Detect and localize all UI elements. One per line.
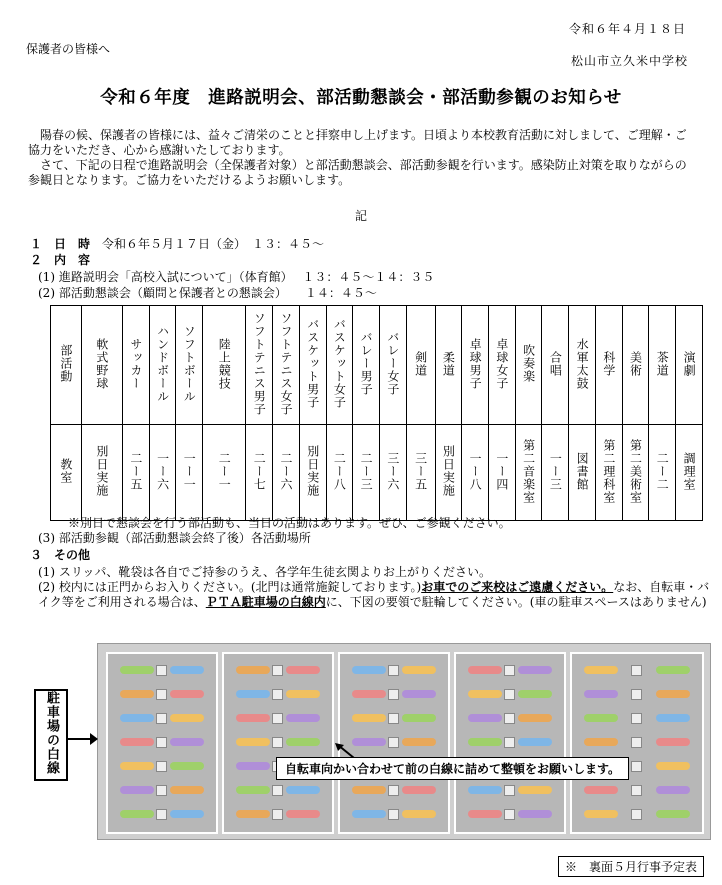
bicycle-icon <box>468 786 502 794</box>
post-icon <box>156 665 167 676</box>
club-room: 二ー六 <box>273 425 300 521</box>
post-icon <box>631 761 642 772</box>
bicycle-icon <box>352 666 386 674</box>
bicycle-icon <box>352 690 386 698</box>
intro-text <box>28 128 696 188</box>
bicycle-icon <box>286 714 320 722</box>
bike-row <box>116 714 208 724</box>
club-room: 二ー八 <box>326 425 353 521</box>
bicycle-icon <box>656 738 690 746</box>
bicycle-icon <box>584 738 618 746</box>
bicycle-icon <box>518 714 552 722</box>
bicycle-icon <box>120 690 154 698</box>
bike-row <box>232 690 324 700</box>
bicycle-icon <box>120 738 154 746</box>
club-name-row <box>51 306 703 425</box>
post-icon <box>504 665 515 676</box>
bicycle-icon <box>236 786 270 794</box>
ki-heading: 記 <box>354 209 367 223</box>
bicycle-icon <box>170 810 204 818</box>
datetime-value: 令和６年５月１７日（金） １３：４５～ <box>102 237 325 251</box>
club-name: ソフトテニス女子 <box>273 306 300 425</box>
post-icon <box>504 785 515 796</box>
bicycle-icon <box>518 666 552 674</box>
bike-row <box>464 810 556 820</box>
bike-row <box>232 666 324 676</box>
bicycle-icon <box>236 666 270 674</box>
club-name: 陸上競技 <box>203 306 246 425</box>
post-icon <box>504 809 515 820</box>
club-room: 調理室 <box>676 425 703 521</box>
bike-row <box>232 714 324 724</box>
club-name: バレー男子 <box>353 306 380 425</box>
bike-row <box>116 762 208 772</box>
club-room: 別日実施 <box>299 425 326 521</box>
bicycle-icon <box>170 786 204 794</box>
bicycle-icon <box>402 738 436 746</box>
table-note: ※別日で懇談会を行う部活動も、当日の活動はあります。ぜひ、ご参観ください。 <box>68 516 511 530</box>
club-name: 演劇 <box>676 306 703 425</box>
club-room: 三ー五 <box>406 425 435 521</box>
contents-item-2: (2) 部活動懇談会（顧問と保護者との懇談会） １４：４５～ <box>38 286 377 300</box>
bicycle-icon <box>120 786 154 794</box>
club-name: 吹奏楽 <box>515 306 542 425</box>
post-icon <box>156 713 167 724</box>
contents-item-3: (3) 部活動参観（部活動懇談会終了後）各活動場所 <box>38 531 311 545</box>
club-room: 一ー四 <box>489 425 516 521</box>
club-room: 一ー三 <box>542 425 569 521</box>
post-icon <box>631 665 642 676</box>
club-room: 二ー七 <box>246 425 273 521</box>
bike-row <box>348 690 440 700</box>
bicycle-icon <box>236 762 270 770</box>
post-icon <box>156 737 167 748</box>
datetime-label: １ 日 時 <box>30 237 91 251</box>
club-row-header: 部活動 <box>51 306 82 425</box>
post-icon <box>156 689 167 700</box>
bicycle-icon <box>120 666 154 674</box>
section-other-label: ３ その他 <box>30 548 91 562</box>
bicycle-icon <box>518 786 552 794</box>
bicycle-icon <box>286 690 320 698</box>
post-icon <box>504 689 515 700</box>
club-name: バスケット女子 <box>326 306 353 425</box>
post-icon <box>631 713 642 724</box>
club-room: 二ー二 <box>649 425 676 521</box>
bicycle-icon <box>518 810 552 818</box>
club-room: 一ー一 <box>176 425 203 521</box>
other-item-1: (1) スリッパ、靴袋は各自でご持参のうえ、各学年生徒玄関よりお上がりください。 <box>38 565 492 579</box>
club-room: 第二美術室 <box>622 425 649 521</box>
bicycle-icon <box>286 786 320 794</box>
post-icon <box>156 761 167 772</box>
bike-row <box>464 786 556 796</box>
bicycle-icon <box>656 690 690 698</box>
club-name: 水軍太鼓 <box>569 306 596 425</box>
bike-row <box>232 810 324 820</box>
bike-row <box>464 714 556 724</box>
club-room: 別日実施 <box>81 425 122 521</box>
bicycle-icon <box>402 666 436 674</box>
post-icon <box>631 689 642 700</box>
bicycle-icon <box>402 714 436 722</box>
club-room: 二ー三 <box>353 425 380 521</box>
post-icon <box>631 809 642 820</box>
bicycle-icon <box>468 810 502 818</box>
bicycle-icon <box>656 666 690 674</box>
parking-callout: 自転車向かい合わせて前の白線に詰めて整頓をお願いします。 <box>276 757 629 780</box>
bicycle-icon <box>286 810 320 818</box>
bike-row <box>116 690 208 700</box>
post-icon <box>388 713 399 724</box>
post-icon <box>388 689 399 700</box>
bike-row <box>348 738 440 748</box>
bicycle-icon <box>352 714 386 722</box>
club-room: 二ー五 <box>122 425 149 521</box>
post-icon <box>272 809 283 820</box>
bike-row <box>464 690 556 700</box>
bicycle-icon <box>584 714 618 722</box>
parking-lot <box>222 652 334 834</box>
post-icon <box>272 785 283 796</box>
club-name: 剣道 <box>406 306 435 425</box>
bicycle-icon <box>170 762 204 770</box>
intro-paragraph-2: さて、下記の日程で進路説明会（全保護者対象）と部活動懇談会、部活動参観を行います。感染防止対策を取りながらの参観日となります。ご協力をいただけるようお願いします。 <box>28 158 687 187</box>
post-icon <box>388 809 399 820</box>
post-icon <box>156 809 167 820</box>
bicycle-icon <box>352 786 386 794</box>
club-name: ソフトボール <box>176 306 203 425</box>
bike-row <box>580 786 694 796</box>
club-room: 二ー一 <box>203 425 246 521</box>
bicycle-icon <box>236 690 270 698</box>
bike-row <box>464 738 556 748</box>
bicycle-icon <box>518 738 552 746</box>
bicycle-icon <box>468 666 502 674</box>
club-name: 軟式野球 <box>81 306 122 425</box>
bike-row <box>580 714 694 724</box>
post-icon <box>388 665 399 676</box>
bicycle-icon <box>518 690 552 698</box>
club-room-row <box>51 425 703 521</box>
club-room: 別日実施 <box>435 425 462 521</box>
club-room: 図書館 <box>569 425 596 521</box>
parking-line-label: 駐車場の白線 <box>34 689 68 781</box>
post-icon <box>156 785 167 796</box>
post-icon <box>631 737 642 748</box>
club-table <box>50 305 703 521</box>
post-icon <box>272 689 283 700</box>
bicycle-icon <box>402 786 436 794</box>
club-room: 三ー六 <box>380 425 407 521</box>
bike-row <box>580 666 694 676</box>
recipient: 保護者の皆様へ <box>26 42 111 56</box>
bicycle-icon <box>656 762 690 770</box>
club-name: 卓球男子 <box>462 306 489 425</box>
bicycle-icon <box>468 714 502 722</box>
club-name: 科学 <box>595 306 622 425</box>
bicycle-icon <box>120 810 154 818</box>
club-name: 卓球女子 <box>489 306 516 425</box>
bicycle-icon <box>584 690 618 698</box>
club-room: 第二音楽室 <box>515 425 542 521</box>
parking-lot <box>106 652 218 834</box>
bike-row <box>232 786 324 796</box>
bicycle-icon <box>402 810 436 818</box>
parking-lot <box>570 652 704 834</box>
footer-note: ※ 裏面５月行事予定表 <box>558 856 704 877</box>
bike-row <box>348 786 440 796</box>
bicycle-icon <box>468 690 502 698</box>
post-icon <box>272 665 283 676</box>
school-name: 松山市立久米中学校 <box>570 54 688 68</box>
bicycle-icon <box>170 738 204 746</box>
bicycle-icon <box>656 714 690 722</box>
club-name: バスケット男子 <box>299 306 326 425</box>
other-item-2: (2) 校内には正門からお入りください。(北門は通常施錠しております。)お車でのご来校はご遠慮ください。なお、自転車・バイク等をご利用される場合は、ＰＴＡ駐車場の白線内に、下図の要領で駐輪してください。(車の駐車スペースはありません) <box>38 580 710 609</box>
bicycle-icon <box>656 786 690 794</box>
bicycle-icon <box>286 738 320 746</box>
section-contents-label: ２ 内 容 <box>30 253 91 267</box>
bike-row <box>580 738 694 748</box>
bicycle-icon <box>286 666 320 674</box>
pta-parking-notice: ＰＴＡ駐車場の白線内 <box>205 595 326 609</box>
bicycle-icon <box>656 810 690 818</box>
post-icon <box>504 737 515 748</box>
post-icon <box>631 785 642 796</box>
section-datetime <box>30 237 324 252</box>
bicycle-icon <box>468 738 502 746</box>
club-room: 一ー八 <box>462 425 489 521</box>
club-name: ハンドボール <box>149 306 176 425</box>
bicycle-icon <box>584 666 618 674</box>
club-name: バレー女子 <box>380 306 407 425</box>
bicycle-icon <box>170 666 204 674</box>
bike-row <box>232 738 324 748</box>
bike-row <box>116 786 208 796</box>
club-name: 柔道 <box>435 306 462 425</box>
bicycle-icon <box>352 810 386 818</box>
page-title: 令和６年度 進路説明会、部活動懇談会・部活動参観のお知らせ <box>100 88 622 108</box>
bicycle-icon <box>236 714 270 722</box>
issue-date: 令和６年４月１８日 <box>568 22 686 36</box>
club-name: 茶道 <box>649 306 676 425</box>
post-icon <box>504 713 515 724</box>
intro-paragraph-1: 陽春の候、保護者の皆様には、益々ご清栄のことと拝察申し上げます。日頃より本校教育活動に対しまして、ご理解・ご協力をいただき、心から感謝いたしております。 <box>28 128 687 157</box>
bike-row <box>116 810 208 820</box>
bicycle-icon <box>120 762 154 770</box>
post-icon <box>388 785 399 796</box>
bike-row <box>464 666 556 676</box>
arrow-right-icon <box>66 738 96 740</box>
club-name: 美術 <box>622 306 649 425</box>
club-name: 合唱 <box>542 306 569 425</box>
bike-row <box>348 666 440 676</box>
bicycle-icon <box>402 690 436 698</box>
bicycle-icon <box>236 738 270 746</box>
post-icon <box>388 737 399 748</box>
parking-lot <box>454 652 566 834</box>
bicycle-icon <box>584 786 618 794</box>
bike-row <box>580 690 694 700</box>
bicycle-icon <box>170 714 204 722</box>
bicycle-icon <box>236 810 270 818</box>
club-room: 一ー六 <box>149 425 176 521</box>
post-icon <box>272 737 283 748</box>
bicycle-icon <box>120 714 154 722</box>
club-name: ソフトテニス男子 <box>246 306 273 425</box>
bicycle-icon <box>170 690 204 698</box>
bicycle-parking-diagram <box>97 643 711 840</box>
bicycle-icon <box>584 810 618 818</box>
bike-row <box>348 810 440 820</box>
club-name: サッカー <box>122 306 149 425</box>
no-car-notice: お車でのご来校はご遠慮ください。 <box>421 580 614 594</box>
post-icon <box>272 713 283 724</box>
contents-item-1: (1) 進路説明会「高校入試について」（体育館） １３：４５～１４：３５ <box>38 270 435 284</box>
bike-row <box>348 714 440 724</box>
room-row-header: 教室 <box>51 425 82 521</box>
bike-row <box>580 810 694 820</box>
bike-row <box>116 738 208 748</box>
bike-row <box>116 666 208 676</box>
club-room: 第二理科室 <box>595 425 622 521</box>
